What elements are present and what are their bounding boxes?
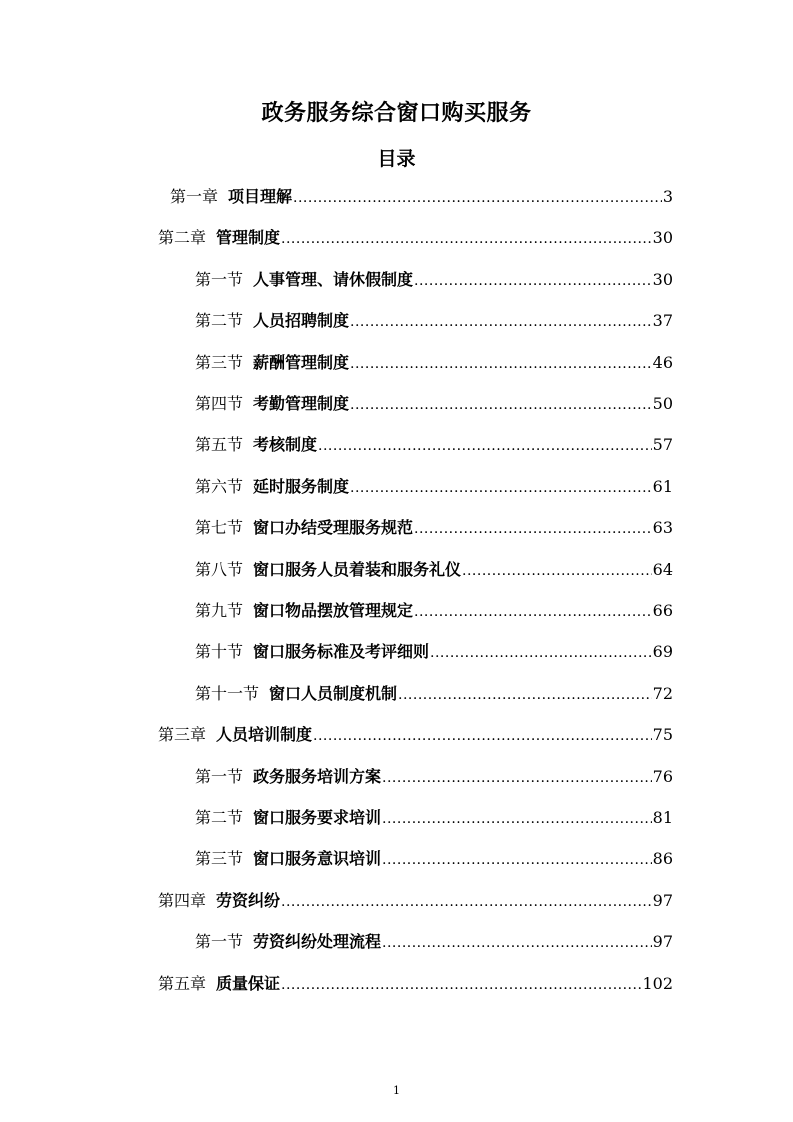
page-number: 1 [393,1084,400,1097]
toc-entry-number: 第一章 [170,187,219,206]
toc-entry-number: 第二节 [195,311,244,331]
toc-entry[interactable] [195,929,673,955]
toc-entry-number: 第七节 [195,518,244,538]
toc-entry-page: 102 [642,973,673,993]
toc-leader-dots [350,392,652,418]
toc-entry-title: 考勤管理制度 [253,394,350,413]
toc-entry-page: 63 [652,518,673,538]
toc-entry-number: 第十节 [195,642,244,662]
toc-leader-dots [350,351,652,377]
toc-entry-title: 人员培训制度 [216,725,313,745]
toc-entry-page: 66 [652,601,673,620]
toc-entry[interactable] [195,681,673,707]
toc-entry-number: 第四节 [195,394,244,413]
toc-entry-page: 37 [652,311,673,331]
toc-heading: 目录 [377,148,416,170]
toc-entry[interactable] [195,391,673,417]
toc-entry-page: 97 [652,890,673,910]
toc-entry-title: 窗口人员制度机制 [269,683,398,703]
toc-leader-dots [382,847,652,873]
toc-leader-dots [382,930,652,956]
toc-entry[interactable] [195,764,673,790]
toc-entry-title: 劳资纠纷处理流程 [253,932,382,952]
toc-entry[interactable] [195,350,673,376]
toc-leader-dots [414,516,652,542]
toc-entry-number: 第十一节 [195,683,260,703]
toc-entry-number: 第五章 [158,973,207,993]
toc-entry[interactable] [158,722,673,748]
toc-entry[interactable] [158,225,673,251]
toc-entry-page: 64 [652,559,673,579]
toc-entry[interactable] [195,598,673,624]
toc-entry-title: 窗口办结受理服务规范 [253,518,414,538]
toc-entry-page: 61 [652,476,673,496]
toc-entry[interactable] [195,474,673,500]
toc-entry-title: 管理制度 [216,228,281,248]
toc-entry-number: 第二节 [195,808,244,827]
toc-entry[interactable] [195,308,673,334]
toc-entry-page: 50 [652,394,673,413]
toc-entry-page: 46 [652,352,673,372]
toc-entry-number: 第三章 [158,725,207,745]
toc-entry-page: 57 [652,435,673,455]
toc-entry-number: 第一节 [195,766,244,786]
toc-leader-dots [398,682,652,708]
toc-entry-title: 人员招聘制度 [253,311,350,331]
toc-entry[interactable] [158,888,673,914]
toc-entry-number: 第一节 [195,932,244,952]
toc-entry-number: 第九节 [195,601,244,620]
toc-entry-number: 第六节 [195,476,244,496]
toc-leader-dots [350,475,652,501]
toc-leader-dots [430,640,652,666]
toc-entry-title: 质量保证 [216,973,281,993]
toc-entry-page: 3 [662,187,673,206]
toc-entry-number: 第三节 [195,849,244,869]
toc-entry-number: 第二章 [158,228,207,248]
toc-entry-page: 69 [652,642,673,662]
toc-leader-dots [414,599,652,625]
toc-entry-title: 考核制度 [253,435,318,455]
toc-leader-dots [414,268,652,294]
toc-entry-number: 第四章 [158,890,207,910]
toc-entry-page: 75 [652,725,673,745]
toc-entry-title: 窗口服务意识培训 [253,849,382,869]
toc-leader-dots [293,185,662,211]
toc-entry-title: 窗口物品摆放管理规定 [253,601,414,620]
toc-entry-title: 延时服务制度 [253,476,350,496]
toc-entry[interactable] [170,184,673,210]
toc-entry[interactable] [195,846,673,872]
toc-entry-title: 窗口服务人员着装和服务礼仪 [253,559,462,579]
toc-leader-dots [281,972,641,998]
toc-entry-title: 政务服务培训方案 [253,766,382,786]
toc-entry-title: 项目理解 [228,187,293,206]
toc-entry[interactable] [195,557,673,583]
toc-entry-title: 薪酬管理制度 [253,352,350,372]
toc-entry[interactable] [195,515,673,541]
toc-entry-title: 窗口服务要求培训 [253,808,382,827]
toc-entry-number: 第一节 [195,269,244,289]
toc-entry-number: 第三节 [195,352,244,372]
toc-entry-number: 第八节 [195,559,244,579]
toc-entry[interactable] [195,639,673,665]
toc-entry-page: 86 [652,849,673,869]
toc-leader-dots [382,806,652,832]
toc-leader-dots [318,433,652,459]
toc-entry[interactable] [195,432,673,458]
toc-entry-title: 人事管理、请休假制度 [253,269,414,289]
toc-leader-dots [281,889,652,915]
toc-entry-page: 72 [652,683,673,703]
toc-leader-dots [281,226,652,252]
toc-entry-page: 76 [652,766,673,786]
toc-entry[interactable] [195,267,673,293]
toc-leader-dots [313,723,652,749]
toc-entry[interactable] [158,971,673,997]
toc-entry-page: 30 [652,228,673,248]
document-title: 政务服务综合窗口购买服务 [261,101,532,126]
toc-entry-number: 第五节 [195,435,244,455]
toc-leader-dots [350,309,652,335]
toc-entry-page: 97 [652,932,673,952]
toc-entry-title: 劳资纠纷 [216,890,281,910]
toc-entry-title: 窗口服务标准及考评细则 [253,642,430,662]
toc-entry-page: 81 [652,808,673,827]
toc-entry[interactable] [195,805,673,831]
toc-entry-page: 30 [652,269,673,289]
toc-leader-dots [462,558,652,584]
toc-leader-dots [382,765,652,791]
